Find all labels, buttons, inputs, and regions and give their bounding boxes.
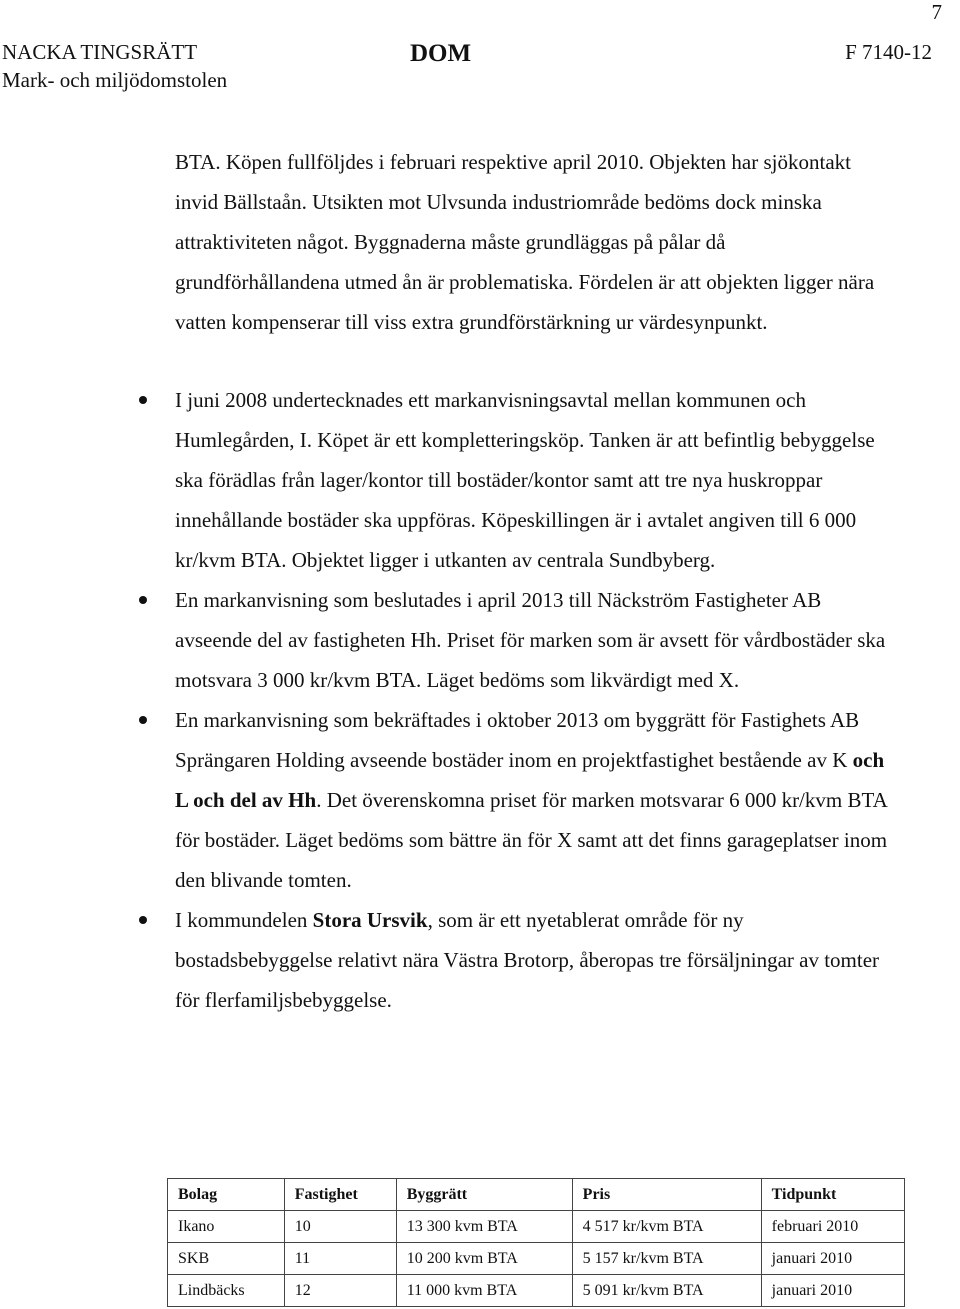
column-header-byggratt: Byggrätt bbox=[396, 1179, 572, 1211]
table-cell: 11 000 kvm BTA bbox=[396, 1275, 572, 1307]
bullet-text-part: I kommundelen bbox=[175, 908, 313, 932]
table-cell: 10 bbox=[284, 1211, 396, 1243]
table-cell: 4 517 kr/kvm BTA bbox=[572, 1211, 761, 1243]
bullet-text: I juni 2008 undertecknades ett markanvisningsavtal mellan kommunen och Humlegården, I. Köpet är ett kompletteringsköp. Tanken är att befintlig bebyggelse ska förädlas från lager/kontor till bostäder/kontor samt att tre nya huskroppar innehållande bostäder ska uppföras. Köpeskillingen är i avtalet angiven till 6 000 kr/kvm BTA. Objektet ligger i utkanten av centrala Sundbyberg. bbox=[175, 388, 875, 572]
table-cell: februari 2010 bbox=[761, 1211, 904, 1243]
bullet-item-sprangaren bbox=[0, 700, 895, 900]
bullet-text bbox=[175, 708, 887, 892]
bullet-text-bold: och L och del av Hh bbox=[175, 748, 885, 812]
table-cell: 5 091 kr/kvm BTA bbox=[572, 1275, 761, 1307]
bullet-text-part: En markanvisning som bekräftades i oktober 2013 om byggrätt för Fastighets AB Sprängaren Holding avseende bostäder inom en projektfastighet bestående av K bbox=[175, 708, 860, 772]
bullet-item-humlegarden bbox=[0, 380, 895, 580]
court-name: NACKA TINGSRÄTT bbox=[2, 40, 198, 64]
bullet-item-nackstrom bbox=[0, 580, 895, 700]
column-header-bolag: Bolag bbox=[168, 1179, 285, 1211]
bullet-text-part: , som är ett nyetablerat område för ny bostadsbebyggelse relativt nära Västra Brotorp, åberopas tre försäljningar av tomter för flerfamiljsbebyggelse. bbox=[175, 908, 880, 1012]
table-cell: SKB bbox=[168, 1243, 285, 1275]
case-number: F 7140-12 bbox=[845, 40, 932, 64]
column-header-pris: Pris bbox=[572, 1179, 761, 1211]
bullet-text-part: . Det överenskomna priset för marken motsvarar 6 000 kr/kvm BTA för bostäder. Läget bedöms som bättre än för X samt att det finns garageplatser inom den blivande tomten. bbox=[175, 788, 888, 892]
table-header-row bbox=[168, 1179, 905, 1211]
table-row bbox=[168, 1275, 905, 1307]
sales-table bbox=[167, 1178, 905, 1307]
table-cell: januari 2010 bbox=[761, 1243, 904, 1275]
table-cell: 11 bbox=[284, 1243, 396, 1275]
bullet-item-stora-ursvik bbox=[0, 900, 895, 1020]
bullet-text bbox=[175, 908, 879, 1012]
document-type: DOM bbox=[410, 40, 472, 67]
table-cell: 10 200 kvm BTA bbox=[396, 1243, 572, 1275]
column-header-tidpunkt: Tidpunkt bbox=[761, 1179, 904, 1211]
bullet-icon bbox=[139, 916, 147, 924]
column-header-fastighet: Fastighet bbox=[284, 1179, 396, 1211]
table-cell: Lindbäcks bbox=[168, 1275, 285, 1307]
table-row bbox=[168, 1211, 905, 1243]
table-cell: Ikano bbox=[168, 1211, 285, 1243]
bullet-text-bold: Stora Ursvik bbox=[312, 908, 428, 932]
table-cell: 12 bbox=[284, 1275, 396, 1307]
bullet-icon bbox=[139, 716, 147, 724]
court-division: Mark- och miljödomstolen bbox=[2, 68, 228, 92]
table-row bbox=[168, 1243, 905, 1275]
table-cell: 5 157 kr/kvm BTA bbox=[572, 1243, 761, 1275]
bullet-icon bbox=[139, 396, 147, 404]
bullet-list bbox=[0, 380, 960, 1020]
table-cell: 13 300 kvm BTA bbox=[396, 1211, 572, 1243]
table-cell: januari 2010 bbox=[761, 1275, 904, 1307]
page-number: 7 bbox=[931, 0, 942, 24]
bullet-text: En markanvisning som beslutades i april 2013 till Näckström Fastigheter AB avseende del av fastigheten Hh. Priset för marken som är avsett för vårdbostäder ska motsvara 3 000 kr/kvm BTA. Läget bedöms som likvärdigt med X. bbox=[175, 588, 886, 692]
intro-paragraph: BTA. Köpen fullföljdes i februari respektive april 2010. Objekten har sjökontakt invid Bällstaån. Utsikten mot Ulvsunda industriområde bedöms dock minska attraktiviteten något. Byggnaderna måste grundläggas på pålar då grundförhållandena utmed ån är problematiska. Fördelen är att objekten ligger nära vatten kompenserar till viss extra grundförstärkning ur värdesynpunkt. bbox=[175, 150, 875, 334]
bullet-icon bbox=[139, 596, 147, 604]
